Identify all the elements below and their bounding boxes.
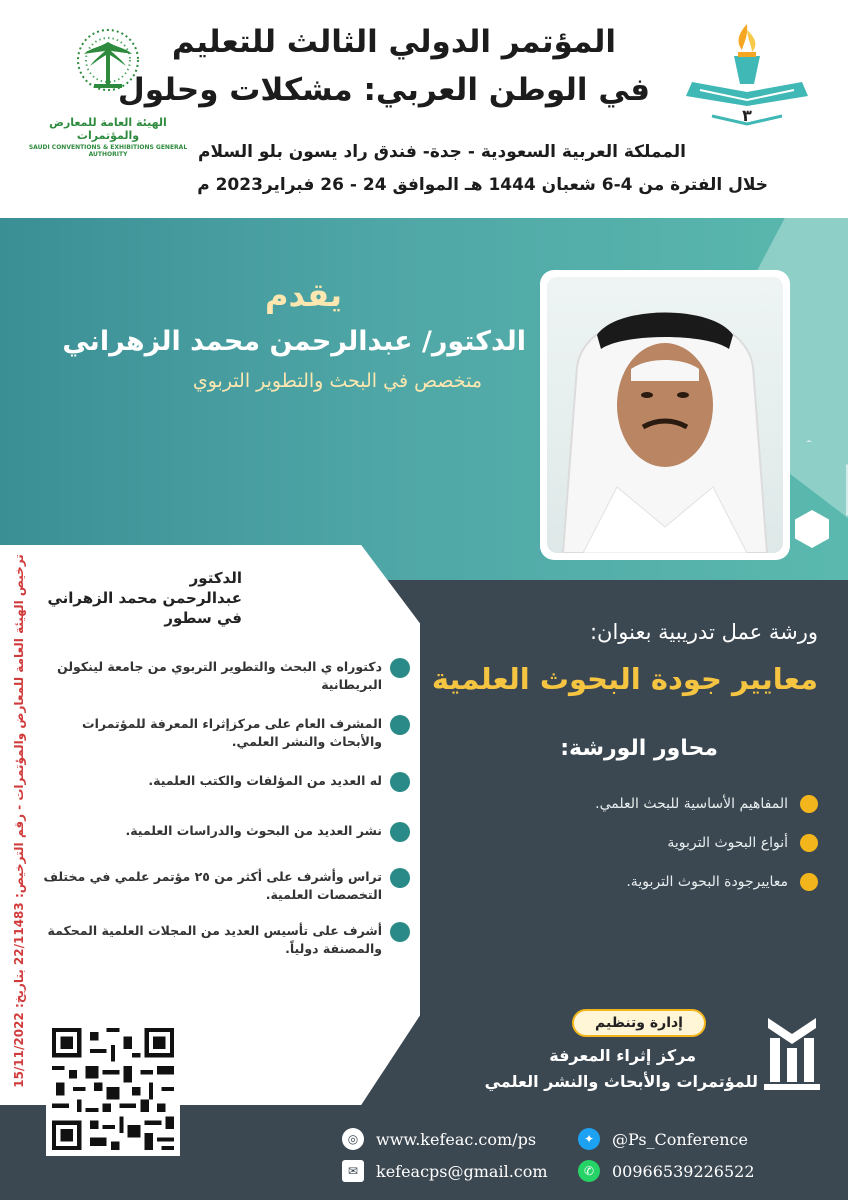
email-text[interactable]: kefeacps@gmail.com: [376, 1161, 548, 1181]
bio-item: [40, 822, 410, 842]
workshop-title: معايير جودة البحوث العلمية: [431, 662, 818, 696]
conference-title-line2: في الوطن العربي: مشكلات وحلول: [117, 72, 650, 108]
bullet-icon: [800, 873, 818, 891]
contact-whatsapp[interactable]: [578, 1160, 755, 1182]
bullet-icon: [390, 822, 410, 842]
presents-label: يقدم: [265, 276, 342, 314]
bio-title-line2: عبدالرحمن محمد الزهراني: [47, 589, 242, 607]
twitter-icon: ✦: [578, 1128, 600, 1150]
presenter-portrait-icon: [547, 277, 783, 553]
workshop-axis-item: [667, 834, 818, 852]
bio-item-text: دكتوراه ي البحث والتطوير التربوي من جامعة لينكولن البريطانية: [57, 659, 382, 692]
organizer-logo-icon: [762, 1010, 822, 1092]
presenter-photo: [547, 277, 783, 553]
conference-dates: خلال الفترة من 4-6 شعبان 1444 هـ الموافق 24 - 26 فبراير2023 م: [197, 175, 768, 195]
authority-name-en: SAUDI CONVENTIONS & EXHIBITIONS GENERAL AUTHORITY: [28, 144, 188, 158]
header: [0, 0, 848, 218]
bio-item: [40, 922, 410, 958]
contact-email[interactable]: [342, 1160, 548, 1182]
contact-twitter[interactable]: [578, 1128, 748, 1150]
workshop-axis-text: معاييرجودة البحوث التربوية.: [626, 874, 788, 890]
bullet-icon: [390, 715, 410, 735]
bio-item: [40, 868, 410, 904]
bio-title-line1: الدكتور: [189, 569, 242, 587]
workshop-axis-text: أنواع البحوث التربوية: [667, 835, 788, 851]
bio-title: [47, 568, 242, 628]
bio-item-text: تراس وأشرف على أكثر من ٢٥ مؤتمر علمي في مختلف التخصصات العلمية.: [43, 869, 382, 902]
qr-code: [46, 1022, 180, 1156]
bio-item: [40, 772, 410, 792]
bullet-icon: [390, 658, 410, 678]
conference-location: المملكة العربية السعودية - جدة- فندق راد يسون بلو السلام: [198, 142, 686, 162]
website-text[interactable]: www.kefeac.com/ps: [376, 1129, 537, 1149]
bio-item: [40, 715, 410, 751]
bullet-icon: [390, 868, 410, 888]
bullet-icon: [800, 795, 818, 813]
bullet-icon: [390, 922, 410, 942]
conference-logo: [672, 20, 822, 138]
bio-item-text: نشر العديد من البحوث والدراسات العلمية.: [125, 823, 382, 838]
workshop-axes-title: محاور الورشة:: [560, 736, 718, 761]
presenter-photo-frame: [540, 270, 790, 560]
presenter-specialty: متخصص في البحث والتطوير التربوي: [192, 370, 482, 392]
presenter-name: الدكتور/ عبدالرحمن محمد الزهراني: [62, 326, 526, 357]
workshop-axis-text: المفاهيم الأساسية للبحث العلمي.: [595, 796, 788, 812]
license-text: ترخيص الهيئة العامة للمعارض والمؤتمرات - رقم الترخيص: 22/11483 بتاريخ: 15/11/2022: [12, 554, 26, 1088]
conference-title-line1: المؤتمر الدولي الثالث للتعليم: [171, 24, 616, 60]
conference-number: ٣: [742, 106, 752, 125]
bio-item: [40, 658, 410, 694]
organizer-logo: [762, 1010, 822, 1092]
whatsapp-icon: ✆: [578, 1160, 600, 1182]
organizer-name-line2: للمؤتمرات والأبحاث والنشر العلمي: [484, 1072, 758, 1091]
contact-website[interactable]: [342, 1128, 536, 1150]
bullet-icon: [800, 834, 818, 852]
organizer-name-line1: مركز إثراء المعرفة: [549, 1046, 696, 1065]
workshop-axis-item: [595, 795, 818, 813]
globe-icon: ◎: [342, 1128, 364, 1150]
mail-icon: ✉: [342, 1160, 364, 1182]
twitter-text[interactable]: @Ps_Conference: [612, 1129, 748, 1149]
bio-item-text: المشرف العام على مركزإثراء المعرفة للمؤتمرات والأبحاث والنشر العلمي.: [82, 716, 382, 749]
qr-code-icon: [52, 1028, 174, 1150]
whatsapp-text[interactable]: 00966539226522: [612, 1161, 755, 1181]
workshop-intro: ورشة عمل تدريبية بعنوان:: [589, 620, 818, 644]
organizer-badge: إدارة وتنظيم: [572, 1009, 706, 1037]
workshop-axis-item: [626, 873, 818, 891]
bio-item-text: له العديد من المؤلفات والكتب العلمية.: [148, 773, 382, 788]
bullet-icon: [390, 772, 410, 792]
bio-title-line3: في سطور: [164, 609, 242, 627]
bio-item-text: أشرف على تأسيس العديد من المجلات العلمية المحكمة والمصنفة دولياً.: [47, 923, 382, 956]
authority-name-ar: الهيئة العامة للمعارض والمؤتمرات: [49, 116, 167, 142]
